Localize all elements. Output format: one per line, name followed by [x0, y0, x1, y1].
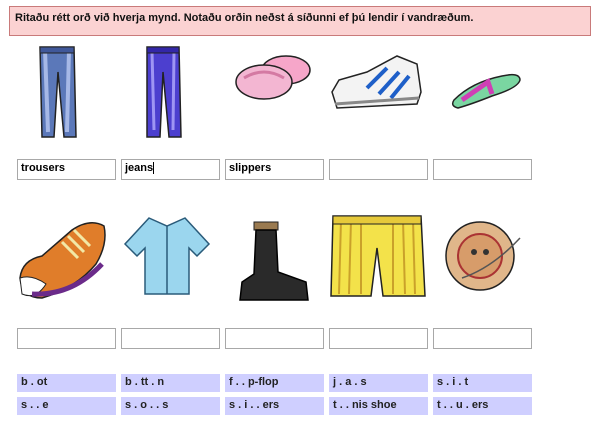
- hint-word: s . i . . ers: [225, 397, 324, 415]
- hint-word: s . i . t: [433, 374, 532, 392]
- jeans-icon: [117, 42, 217, 142]
- trousers-icon: [12, 42, 112, 142]
- trainer-shoe-icon: [327, 42, 427, 142]
- answer-field-6[interactable]: [17, 328, 116, 349]
- button-icon: [432, 208, 532, 308]
- answer-field-7[interactable]: [121, 328, 220, 349]
- answer-field-2-text: jeans: [125, 162, 154, 174]
- hint-word: s . . e: [17, 397, 116, 415]
- answer-field-8[interactable]: [225, 328, 324, 349]
- answer-field-1[interactable]: trousers: [17, 159, 116, 180]
- answer-field-9[interactable]: [329, 328, 428, 349]
- instructions-banner: Ritaðu rétt orð við hverja mynd. Notaðu orðin neðst á síðunni ef þú lendir í vandræðum.: [9, 6, 591, 36]
- answer-field-5[interactable]: [433, 159, 532, 180]
- shirt-icon: [117, 208, 217, 308]
- answer-field-3[interactable]: slippers: [225, 159, 324, 180]
- hint-word: b . tt . n: [121, 374, 220, 392]
- hint-word: b . ot: [17, 374, 116, 392]
- answer-field-10[interactable]: [433, 328, 532, 349]
- rubber-boot-icon: [222, 208, 322, 308]
- text-caret: [153, 162, 154, 174]
- hint-word: s . o . . s: [121, 397, 220, 415]
- answer-field-2[interactable]: [121, 159, 220, 180]
- hint-word: t . . nis shoe: [329, 397, 428, 415]
- hint-word: t . . u . ers: [433, 397, 532, 415]
- shorts-icon: [327, 208, 427, 308]
- slippers-icon: [222, 42, 322, 142]
- answer-field-4[interactable]: [329, 159, 428, 180]
- hint-word: j . a . s: [329, 374, 428, 392]
- boot-shoe-icon: [12, 208, 112, 308]
- flip-flop-icon: [432, 42, 532, 142]
- hint-word: f . . p-flop: [225, 374, 324, 392]
